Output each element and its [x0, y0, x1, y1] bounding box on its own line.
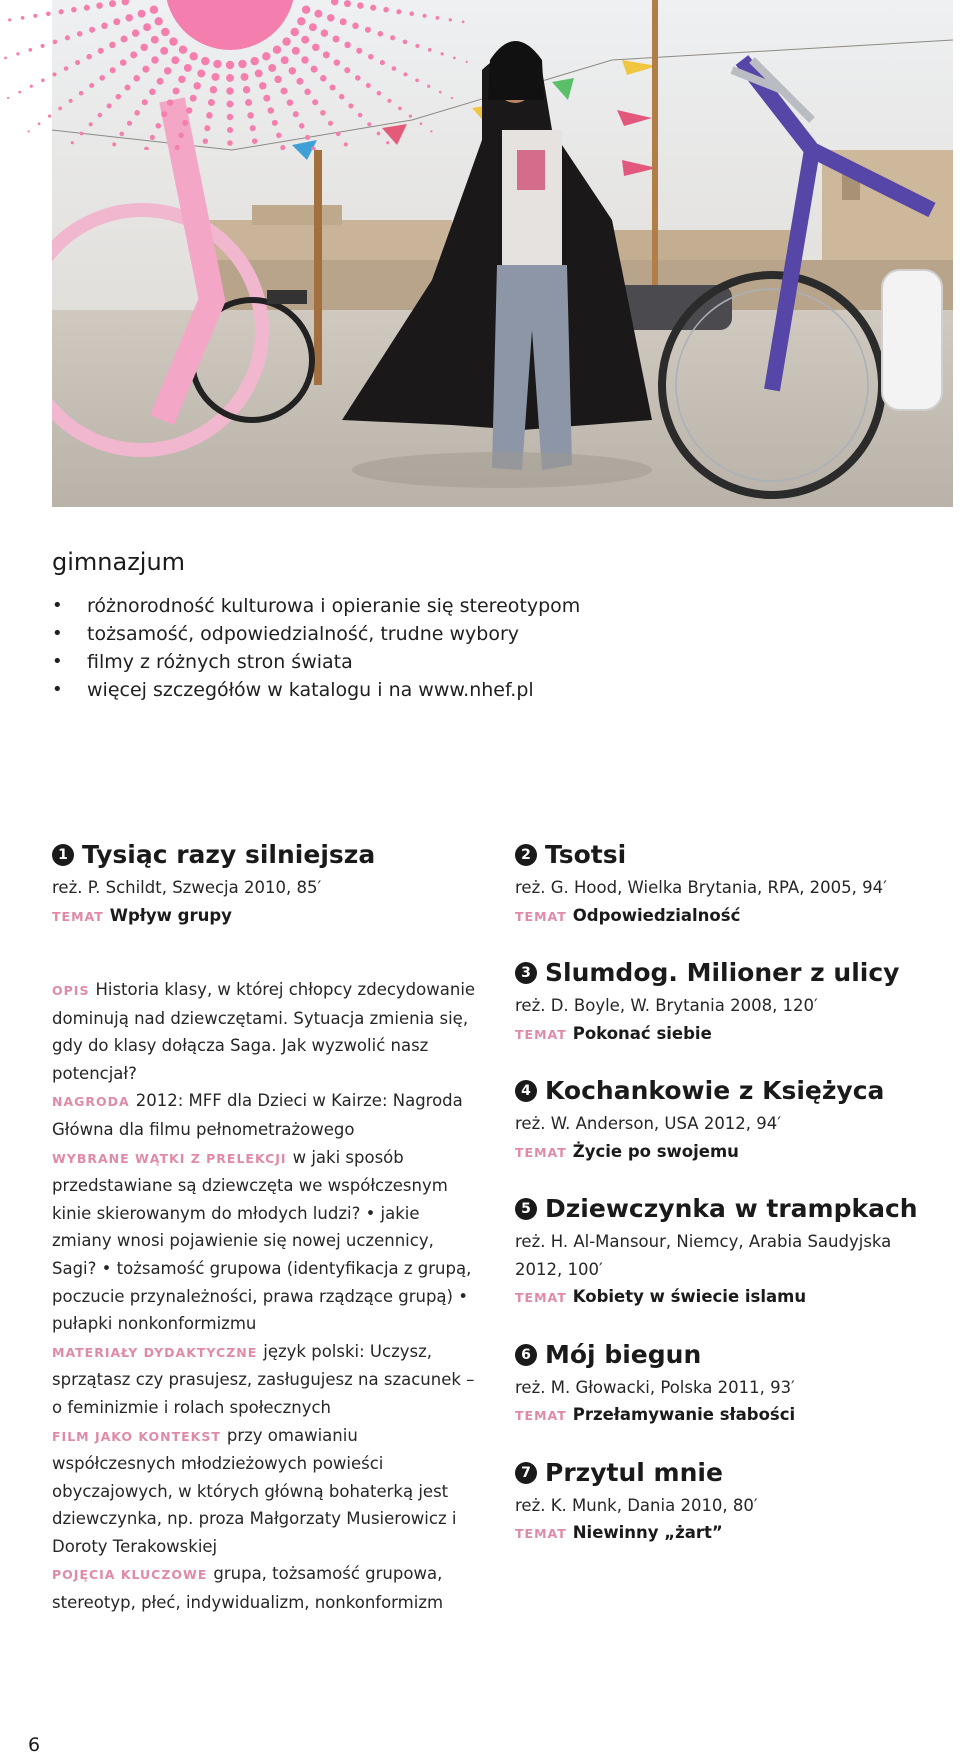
theme-label: TEMAT [515, 1408, 567, 1423]
film-title [515, 954, 935, 992]
materialy-paragraph [52, 1338, 482, 1422]
pojecia-text: grupa, tożsamość grupowa, stereotyp, płeć, indywidualizm, nonkonformizm [52, 1564, 444, 1613]
film-theme [515, 902, 935, 931]
theme-label: TEMAT [52, 908, 104, 924]
film-theme [515, 1401, 935, 1430]
theme-label: TEMAT [515, 1026, 567, 1042]
theme-label: TEMAT [515, 1290, 567, 1305]
theme-text: Odpowiedzialność [572, 905, 741, 925]
film-theme [515, 1020, 935, 1049]
film-theme [515, 1519, 935, 1548]
theme-text: Niewinny „żart” [572, 1523, 723, 1542]
film-credits: reż. W. Anderson, USA 2012, 94′ [515, 1114, 782, 1133]
film-title [52, 836, 482, 874]
theme-text: Pokonać siebie [572, 1023, 712, 1043]
film-title-text: Dziewczynka w trampkach [545, 1194, 918, 1223]
film-number-badge: 1 [52, 844, 74, 866]
kontekst-paragraph [52, 1422, 482, 1561]
theme-text: Życie po swojemu [572, 1141, 739, 1161]
sun-ray-dot [16, 52, 19, 55]
theme-label: TEMAT [515, 1526, 567, 1541]
opis-paragraph [52, 976, 482, 1087]
topic-item: • filmy z różnych stron świata [52, 648, 580, 676]
kontekst-text: przy omawianiu współczesnych młodzieżowych powieści obyczajowych, w których główną bohaterką jest dziewczynka, np. proza Małgorzaty Musierowicz i Doroty Terakowskiej [52, 1425, 457, 1556]
film-title-text: Slumdog. Milioner z ulicy [545, 958, 900, 987]
opis-label: OPIS [52, 983, 90, 998]
sun-ray-dot [18, 91, 21, 94]
film-number-badge: 7 [515, 1462, 537, 1484]
film-title-text: Kochankowie z Księżyca [545, 1076, 885, 1105]
film-theme [515, 1138, 935, 1167]
pojecia-paragraph [52, 1560, 482, 1616]
sun-ray-dot [30, 85, 33, 88]
films-list-column [515, 836, 935, 1572]
film-entry [515, 836, 935, 930]
materialy-label: MATERIAŁY DYDAKTYCZNE [52, 1344, 258, 1360]
sun-ray-dot [7, 97, 9, 99]
sun-ray-dot [27, 130, 29, 132]
sun-ray-dot [41, 78, 45, 82]
film-credits: reż. D. Boyle, W. Brytania 2008, 120′ [515, 996, 818, 1015]
sun-ray-dot [48, 115, 51, 118]
film-credits: reż. M. Głowacki, Polska 2011, 93′ [515, 1377, 795, 1397]
sun-ray-dot [33, 14, 37, 18]
sun-ray-dot [4, 57, 7, 60]
section-title: gimnazjum [52, 548, 186, 576]
topic-item: • więcej szczegółów w katalogu i na www.nhef.pl [52, 676, 580, 704]
film-number-badge: 6 [515, 1344, 537, 1366]
film-credits: reż. K. Munk, Dania 2010, 80′ [515, 1495, 758, 1515]
film-still-illustration [52, 0, 953, 507]
nagroda-paragraph [52, 1087, 482, 1143]
sun-ray-dot [46, 11, 51, 16]
film-entry [515, 954, 935, 1048]
film-entry [52, 836, 482, 930]
film-title-text: Tysiąc razy silniejsza [82, 840, 376, 869]
topic-item: • tożsamość, odpowiedzialność, trudne wybory [52, 620, 580, 648]
sun-ray-dot [41, 44, 45, 48]
film-title-text: Mój biegun [545, 1339, 702, 1369]
pojecia-label: POJĘCIA KLUCZOWE [52, 1567, 208, 1583]
film-title [515, 1454, 935, 1492]
topic-item: • różnorodność kulturowa i opieranie się stereotypom [52, 592, 580, 620]
theme-text: Wpływ grupy [109, 905, 232, 925]
film-still-photo [52, 0, 953, 507]
materialy-text: język polski: Uczysz, sprzątasz czy prasujesz, zasługujesz na szacunek – o feminizmie i rolach społecznych [52, 1341, 475, 1417]
film-entry [515, 1454, 935, 1548]
watki-paragraph [52, 1144, 482, 1338]
opis-text: Historia klasy, w której chłopcy zdecydowanie dominują nad dziewczętami. Sytuacja zmienia się, gdy do klasy dołącza Saga. Jak wyzwolić nasz potencjał? [52, 980, 476, 1083]
film-title-text: Przytul mnie [545, 1457, 723, 1487]
film-credits: reż. P. Schildt, Szwecja 2010, 85′ [52, 878, 322, 897]
film-title [515, 836, 935, 874]
film-1-column [52, 836, 482, 1617]
sun-ray-dot [38, 122, 41, 125]
film-entry [515, 1190, 935, 1312]
film-number-badge: 4 [515, 1080, 537, 1102]
film-title [515, 1190, 935, 1228]
film-theme [52, 902, 482, 931]
watki-text: w jaki sposób przedstawiane są dziewczęta we współczesnym kinie skierowanym do młodych ludzi? • jakie zmiany wnosi pojawienie się nowej uczennicy, Sagi? • tożsamość grupowa (identyfikacja z grupą, poczucie przynależności, prawa rządzące grupą) • pułapki nonkonformizmu [52, 1147, 472, 1334]
theme-label: TEMAT [515, 908, 567, 924]
film-title [515, 1072, 935, 1110]
film-title [515, 1336, 935, 1374]
film-title-text: Tsotsi [545, 840, 627, 869]
kontekst-label: FILM JAKO KONTEKST [52, 1428, 221, 1444]
theme-text: Przełamywanie słabości [572, 1405, 796, 1424]
theme-label: TEMAT [515, 1144, 567, 1160]
film-entry [515, 1336, 935, 1430]
film-entry [515, 1072, 935, 1166]
theme-text: Kobiety w świecie islamu [572, 1287, 807, 1306]
film-description [52, 976, 482, 1617]
nagroda-label: NAGRODA [52, 1094, 130, 1110]
page-number: 6 [28, 1734, 41, 1756]
film-credits: reż. H. Al-Mansour, Niemcy, Arabia Saudyjska 2012, 100′ [515, 1232, 892, 1279]
sun-ray-dot [28, 48, 32, 52]
sun-ray-dot [21, 16, 25, 20]
watki-label: WYBRANE WĄTKI Z PRELEKCJI [52, 1150, 287, 1166]
sun-ray-dot [8, 18, 11, 21]
film-number-badge: 5 [515, 1198, 537, 1220]
film-theme [515, 1283, 935, 1312]
film-credits: reż. G. Hood, Wielka Brytania, RPA, 2005, 94′ [515, 878, 887, 897]
film-number-badge: 3 [515, 962, 537, 984]
nagroda-text: 2012: MFF dla Dzieci w Kairze: Nagroda Główna dla filmu pełnometrażowego [52, 1091, 463, 1139]
film-number-badge: 2 [515, 844, 537, 866]
topic-list [52, 592, 580, 704]
